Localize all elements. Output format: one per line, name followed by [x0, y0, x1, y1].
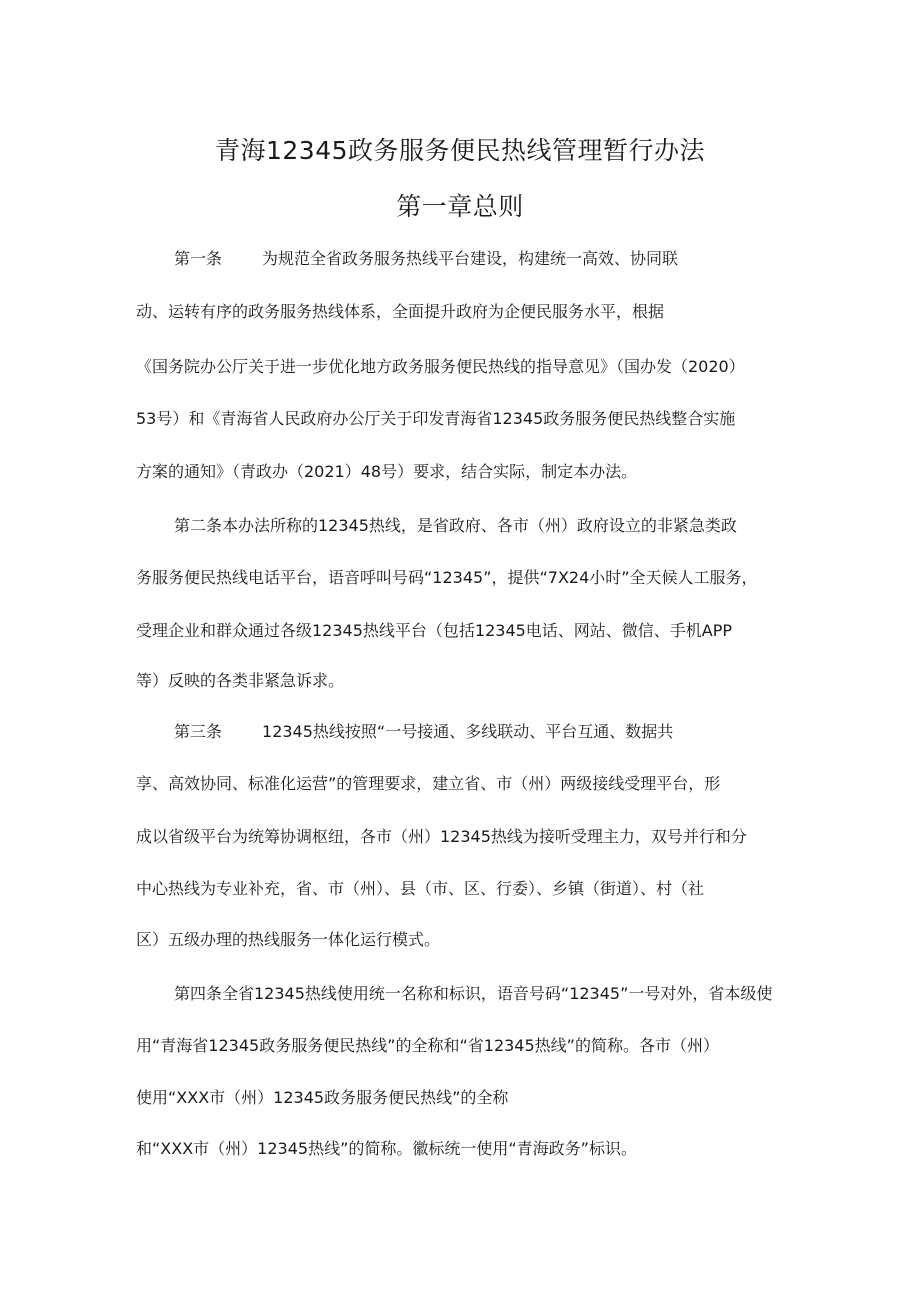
article-1-line-3: 《国务院办公厅关于进一步优化地方政务服务便民热线的指导意见》（国办发（2020）: [136, 357, 745, 376]
article-3-line-4: 中心热线为专业补充，省、市（州）、县（市、区、行委）、乡镇（街道）、村（社: [136, 879, 705, 898]
article-2-line-1: 第二条本办法所称的12345热线，是省政府、各市（州）政府设立的非紧急类政: [174, 516, 737, 535]
chapter-heading: 第一章总则: [396, 192, 524, 221]
article-1-line-4: 53号）和《青海省人民政府办公厅关于印发青海省12345政务服务便民热线整合实施: [136, 409, 736, 428]
article-1-line-2: 动、运转有序的政务服务热线体系，全面提升政府为企便民服务水平，根据: [136, 302, 665, 321]
article-1-text: 为规范全省政务服务热线平台建设，构建统一高效、协同联: [262, 249, 679, 268]
article-4-line-2: 用“青海省12345政务服务便民热线”的全称和“省12345热线”的简称。各市（州）: [136, 1036, 719, 1055]
article-4-line-1: 第四条全省12345热线使用统一名称和标识，语音号码“12345”一号对外，省本级使: [174, 984, 773, 1003]
article-3-text: 12345热线按照“一号接通、多线联动、平台互通、数据共: [262, 722, 674, 741]
article-2-line-4: 等）反映的各类非紧急诉求。: [136, 671, 345, 690]
article-1-label: 第一条: [174, 249, 223, 268]
article-2-line-2: 务服务便民热线电话平台，语音呼叫号码“12345”，提供“7X24小时”全天候人工服务，: [136, 568, 758, 587]
article-3-line-5: 区）五级办理的热线服务一体化运行模式。: [136, 930, 441, 949]
article-4-line-4: 和“XXX市（州）12345热线”的简称。徽标统一使用“青海政务”标识。: [136, 1139, 637, 1158]
article-1-first-line: [174, 246, 678, 272]
article-1-line-5: 方案的通知》（青政办（2021）48号）要求，结合实际，制定本办法。: [136, 462, 638, 481]
article-3-label: 第三条: [174, 722, 223, 741]
article-3-first-line: [174, 719, 673, 745]
article-2-line-3: 受理企业和群众通过各级12345热线平台（包括12345电话、网站、微信、手机APP: [136, 621, 733, 640]
article-4-line-3: 使用“XXX市（州）12345政务服务便民热线”的全称: [136, 1088, 509, 1107]
document-title: 青海12345政务服务便民热线管理暂行办法: [214, 136, 706, 165]
article-3-line-3: 成以省级平台为统筹协调枢纽，各市（州）12345热线为接听受理主力，双号并行和分: [136, 827, 747, 846]
article-3-line-2: 享、高效协同、标准化运营”的管理要求，建立省、市（州）两级接线受理平台，形: [136, 774, 721, 793]
